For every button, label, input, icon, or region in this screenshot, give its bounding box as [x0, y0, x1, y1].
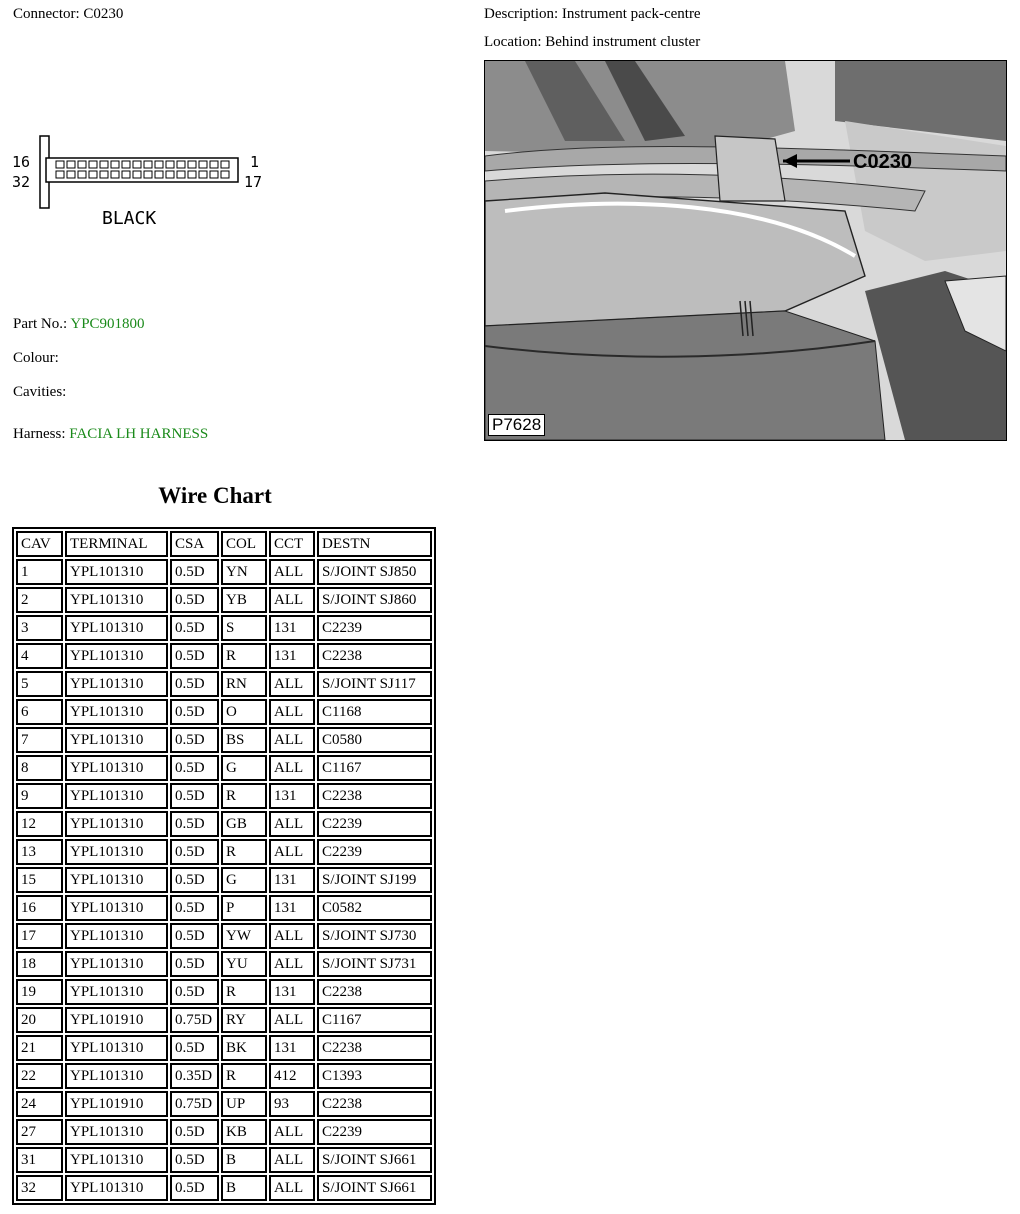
cell-terminal: YPL101310 — [65, 1119, 168, 1145]
cell-terminal: YPL101310 — [65, 811, 168, 837]
cell-destn: C1167 — [317, 755, 432, 781]
pin-cavity — [166, 171, 174, 178]
cell-cct: ALL — [269, 727, 315, 753]
cell-cct: 131 — [269, 643, 315, 669]
table-row — [16, 699, 432, 725]
cell-cav: 17 — [16, 923, 63, 949]
wire-chart-title: Wire Chart — [158, 483, 272, 508]
cell-cav: 2 — [16, 587, 63, 613]
cell-cav: 13 — [16, 839, 63, 865]
pin-cavity — [67, 171, 75, 178]
cell-cav: 27 — [16, 1119, 63, 1145]
cell-csa: 0.35D — [170, 1063, 219, 1089]
table-header-row — [16, 531, 432, 557]
pin-cavity — [89, 161, 97, 168]
cell-destn: C2238 — [317, 783, 432, 809]
cell-cct: ALL — [269, 839, 315, 865]
cell-cct: 131 — [269, 1035, 315, 1061]
connector-pinout-diagram — [10, 130, 270, 230]
table-row — [16, 839, 432, 865]
cell-cct: ALL — [269, 1147, 315, 1173]
cell-csa: 0.5D — [170, 727, 219, 753]
table-row — [16, 783, 432, 809]
cell-cct: 131 — [269, 867, 315, 893]
cell-cct: ALL — [269, 1007, 315, 1033]
pin-label-17: 17 — [244, 173, 263, 191]
cell-destn: S/JOINT SJ860 — [317, 587, 432, 613]
part-number-field — [13, 316, 145, 333]
cell-csa: 0.75D — [170, 1007, 219, 1033]
cell-csa: 0.5D — [170, 783, 219, 809]
cell-cct: 131 — [269, 783, 315, 809]
cell-csa: 0.5D — [170, 811, 219, 837]
header-destn: DESTN — [317, 531, 432, 557]
cell-cct: 131 — [269, 615, 315, 641]
location-label: Location: — [484, 34, 542, 50]
cell-csa: 0.5D — [170, 1175, 219, 1201]
part-number-value: YPC901800 — [70, 316, 145, 332]
cell-csa: 0.5D — [170, 643, 219, 669]
harness-label: Harness: — [13, 426, 66, 442]
cell-destn: S/JOINT SJ661 — [317, 1147, 432, 1173]
cell-csa: 0.5D — [170, 979, 219, 1005]
cell-col: YW — [221, 923, 267, 949]
cell-cav: 19 — [16, 979, 63, 1005]
photo-figure-id: P7628 — [488, 414, 545, 436]
cell-destn: S/JOINT SJ661 — [317, 1175, 432, 1201]
cell-terminal: YPL101910 — [65, 1007, 168, 1033]
cell-destn: S/JOINT SJ199 — [317, 867, 432, 893]
pin-cavity — [56, 161, 64, 168]
pin-cavity — [122, 171, 130, 178]
cell-cct: 131 — [269, 895, 315, 921]
cell-destn: S/JOINT SJ850 — [317, 559, 432, 585]
cell-csa: 0.5D — [170, 1035, 219, 1061]
harness-value: FACIA LH HARNESS — [69, 426, 209, 442]
colour-field — [13, 350, 59, 367]
cell-csa: 0.5D — [170, 923, 219, 949]
cell-cav: 7 — [16, 727, 63, 753]
table-row — [16, 1007, 432, 1033]
cell-terminal: YPL101310 — [65, 1063, 168, 1089]
pin-label-1: 1 — [250, 153, 260, 171]
cell-destn: C2239 — [317, 839, 432, 865]
cell-destn: C2238 — [317, 979, 432, 1005]
pin-cavity — [122, 161, 130, 168]
cell-cav: 15 — [16, 867, 63, 893]
cell-cav: 32 — [16, 1175, 63, 1201]
table-row — [16, 1119, 432, 1145]
location-value: Behind instrument cluster — [545, 34, 701, 50]
pin-cavity — [133, 161, 141, 168]
connector-colour-label: BLACK — [102, 208, 157, 229]
cell-destn: C2238 — [317, 1091, 432, 1117]
description-value: Instrument pack-centre — [561, 6, 701, 22]
cell-csa: 0.5D — [170, 1147, 219, 1173]
cell-terminal: YPL101310 — [65, 895, 168, 921]
cell-cct: ALL — [269, 699, 315, 725]
cell-col: GB — [221, 811, 267, 837]
table-row — [16, 727, 432, 753]
pin-cavity — [188, 171, 196, 178]
location-field — [484, 34, 700, 51]
cell-terminal: YPL101910 — [65, 1091, 168, 1117]
cell-cct: ALL — [269, 559, 315, 585]
cell-cav: 20 — [16, 1007, 63, 1033]
cell-col: RN — [221, 671, 267, 697]
cell-cav: 21 — [16, 1035, 63, 1061]
cell-terminal: YPL101310 — [65, 727, 168, 753]
cell-cav: 9 — [16, 783, 63, 809]
table-row — [16, 615, 432, 641]
cell-destn: S/JOINT SJ117 — [317, 671, 432, 697]
table-row — [16, 1063, 432, 1089]
cell-terminal: YPL101310 — [65, 587, 168, 613]
cell-destn: S/JOINT SJ730 — [317, 923, 432, 949]
table-row — [16, 1175, 432, 1201]
cell-terminal: YPL101310 — [65, 1035, 168, 1061]
cell-cct: 412 — [269, 1063, 315, 1089]
cell-terminal: YPL101310 — [65, 783, 168, 809]
cell-terminal: YPL101310 — [65, 615, 168, 641]
table-body — [16, 559, 432, 1201]
cell-csa: 0.5D — [170, 951, 219, 977]
cell-csa: 0.5D — [170, 559, 219, 585]
cell-col: BK — [221, 1035, 267, 1061]
cell-col: RY — [221, 1007, 267, 1033]
cell-csa: 0.75D — [170, 1091, 219, 1117]
pin-cavity — [56, 171, 64, 178]
table-row — [16, 1035, 432, 1061]
colour-label: Colour: — [13, 350, 59, 366]
cell-destn: C0580 — [317, 727, 432, 753]
harness-field — [13, 426, 208, 443]
pin-cavity — [111, 171, 119, 178]
cell-col: R — [221, 643, 267, 669]
pin-cavity — [133, 171, 141, 178]
pin-cavity — [177, 171, 185, 178]
cell-col: R — [221, 979, 267, 1005]
cell-terminal: YPL101310 — [65, 951, 168, 977]
cell-cct: ALL — [269, 587, 315, 613]
pin-cavity — [221, 171, 229, 178]
cell-destn: C2238 — [317, 643, 432, 669]
cell-col: YB — [221, 587, 267, 613]
cell-cav: 6 — [16, 699, 63, 725]
header-col: COL — [221, 531, 267, 557]
pin-cavity — [166, 161, 174, 168]
cell-col: P — [221, 895, 267, 921]
cell-terminal: YPL101310 — [65, 699, 168, 725]
cavities-label: Cavities: — [13, 384, 67, 400]
connector-label: Connector: — [13, 6, 80, 22]
header-cct: CCT — [269, 531, 315, 557]
cavities-field — [13, 384, 66, 401]
cell-col: R — [221, 1063, 267, 1089]
pin-cavity — [199, 171, 207, 178]
cell-col: B — [221, 1147, 267, 1173]
connector-field — [13, 6, 123, 23]
cell-cav: 5 — [16, 671, 63, 697]
cell-terminal: YPL101310 — [65, 839, 168, 865]
pin-cavity — [210, 171, 218, 178]
pin-cavity — [100, 171, 108, 178]
table-row — [16, 811, 432, 837]
cell-terminal: YPL101310 — [65, 643, 168, 669]
table-row — [16, 643, 432, 669]
cell-destn: C0582 — [317, 895, 432, 921]
cell-cav: 12 — [16, 811, 63, 837]
cell-destn: C1167 — [317, 1007, 432, 1033]
description-label: Description: — [484, 6, 559, 22]
header-terminal: TERMINAL — [65, 531, 168, 557]
cell-csa: 0.5D — [170, 699, 219, 725]
table-row — [16, 559, 432, 585]
cell-col: R — [221, 839, 267, 865]
cell-cct: ALL — [269, 811, 315, 837]
cell-destn: C2239 — [317, 811, 432, 837]
cell-col: S — [221, 615, 267, 641]
cell-col: G — [221, 867, 267, 893]
wire-chart-table — [12, 527, 436, 1205]
cell-csa: 0.5D — [170, 615, 219, 641]
pin-cavity — [177, 161, 185, 168]
cell-destn: C2239 — [317, 1119, 432, 1145]
cell-csa: 0.5D — [170, 587, 219, 613]
location-photo — [484, 60, 1007, 441]
cell-csa: 0.5D — [170, 895, 219, 921]
pin-cavity — [210, 161, 218, 168]
cell-terminal: YPL101310 — [65, 559, 168, 585]
cell-csa: 0.5D — [170, 839, 219, 865]
table-row — [16, 951, 432, 977]
cell-col: O — [221, 699, 267, 725]
cell-col: BS — [221, 727, 267, 753]
connector-value: C0230 — [83, 6, 124, 22]
cell-cav: 24 — [16, 1091, 63, 1117]
cell-col: R — [221, 783, 267, 809]
cell-cav: 3 — [16, 615, 63, 641]
part-number-label: Part No.: — [13, 316, 68, 332]
description-field — [484, 6, 701, 23]
cell-terminal: YPL101310 — [65, 923, 168, 949]
cell-destn: C2239 — [317, 615, 432, 641]
cell-terminal: YPL101310 — [65, 671, 168, 697]
cell-cav: 4 — [16, 643, 63, 669]
cell-col: YU — [221, 951, 267, 977]
cell-cav: 18 — [16, 951, 63, 977]
pin-cavity — [67, 161, 75, 168]
header-csa: CSA — [170, 531, 219, 557]
table-row — [16, 1147, 432, 1173]
pin-cavity — [89, 171, 97, 178]
cell-cav: 16 — [16, 895, 63, 921]
cell-col: G — [221, 755, 267, 781]
cell-cct: ALL — [269, 923, 315, 949]
pin-cavity — [188, 161, 196, 168]
cell-terminal: YPL101310 — [65, 1147, 168, 1173]
pin-cavity — [199, 161, 207, 168]
cell-cav: 8 — [16, 755, 63, 781]
cell-csa: 0.5D — [170, 755, 219, 781]
pin-label-16: 16 — [12, 153, 31, 171]
pin-label-32: 32 — [12, 173, 31, 191]
cell-cav: 1 — [16, 559, 63, 585]
cell-cct: ALL — [269, 951, 315, 977]
cell-cct: 93 — [269, 1091, 315, 1117]
table-row — [16, 671, 432, 697]
cell-col: KB — [221, 1119, 267, 1145]
cell-cct: 131 — [269, 979, 315, 1005]
cell-destn: S/JOINT SJ731 — [317, 951, 432, 977]
pin-cavity — [221, 161, 229, 168]
cell-destn: C1168 — [317, 699, 432, 725]
table-row — [16, 895, 432, 921]
pin-cavity — [78, 161, 86, 168]
pin-cavity — [155, 171, 163, 178]
table-row — [16, 923, 432, 949]
cell-terminal: YPL101310 — [65, 1175, 168, 1201]
table-row — [16, 979, 432, 1005]
cell-cct: ALL — [269, 671, 315, 697]
cell-cct: ALL — [269, 1175, 315, 1201]
table-row — [16, 755, 432, 781]
cell-destn: C2238 — [317, 1035, 432, 1061]
pin-cavity — [144, 171, 152, 178]
cell-csa: 0.5D — [170, 1119, 219, 1145]
cell-cav: 22 — [16, 1063, 63, 1089]
table-row — [16, 867, 432, 893]
cell-csa: 0.5D — [170, 671, 219, 697]
header-cav: CAV — [16, 531, 63, 557]
cell-col: UP — [221, 1091, 267, 1117]
cell-cct: ALL — [269, 1119, 315, 1145]
cell-cav: 31 — [16, 1147, 63, 1173]
pin-cavity — [78, 171, 86, 178]
pin-cavity — [100, 161, 108, 168]
cell-cct: ALL — [269, 755, 315, 781]
pin-cavity — [111, 161, 119, 168]
table-row — [16, 1091, 432, 1117]
cell-csa: 0.5D — [170, 867, 219, 893]
cell-terminal: YPL101310 — [65, 755, 168, 781]
photo-callout-label: C0230 — [853, 151, 912, 173]
pin-cavity — [144, 161, 152, 168]
cell-destn: C1393 — [317, 1063, 432, 1089]
table-row — [16, 587, 432, 613]
cell-terminal: YPL101310 — [65, 867, 168, 893]
pin-cavity — [155, 161, 163, 168]
cell-terminal: YPL101310 — [65, 979, 168, 1005]
cell-col: YN — [221, 559, 267, 585]
cell-col: B — [221, 1175, 267, 1201]
